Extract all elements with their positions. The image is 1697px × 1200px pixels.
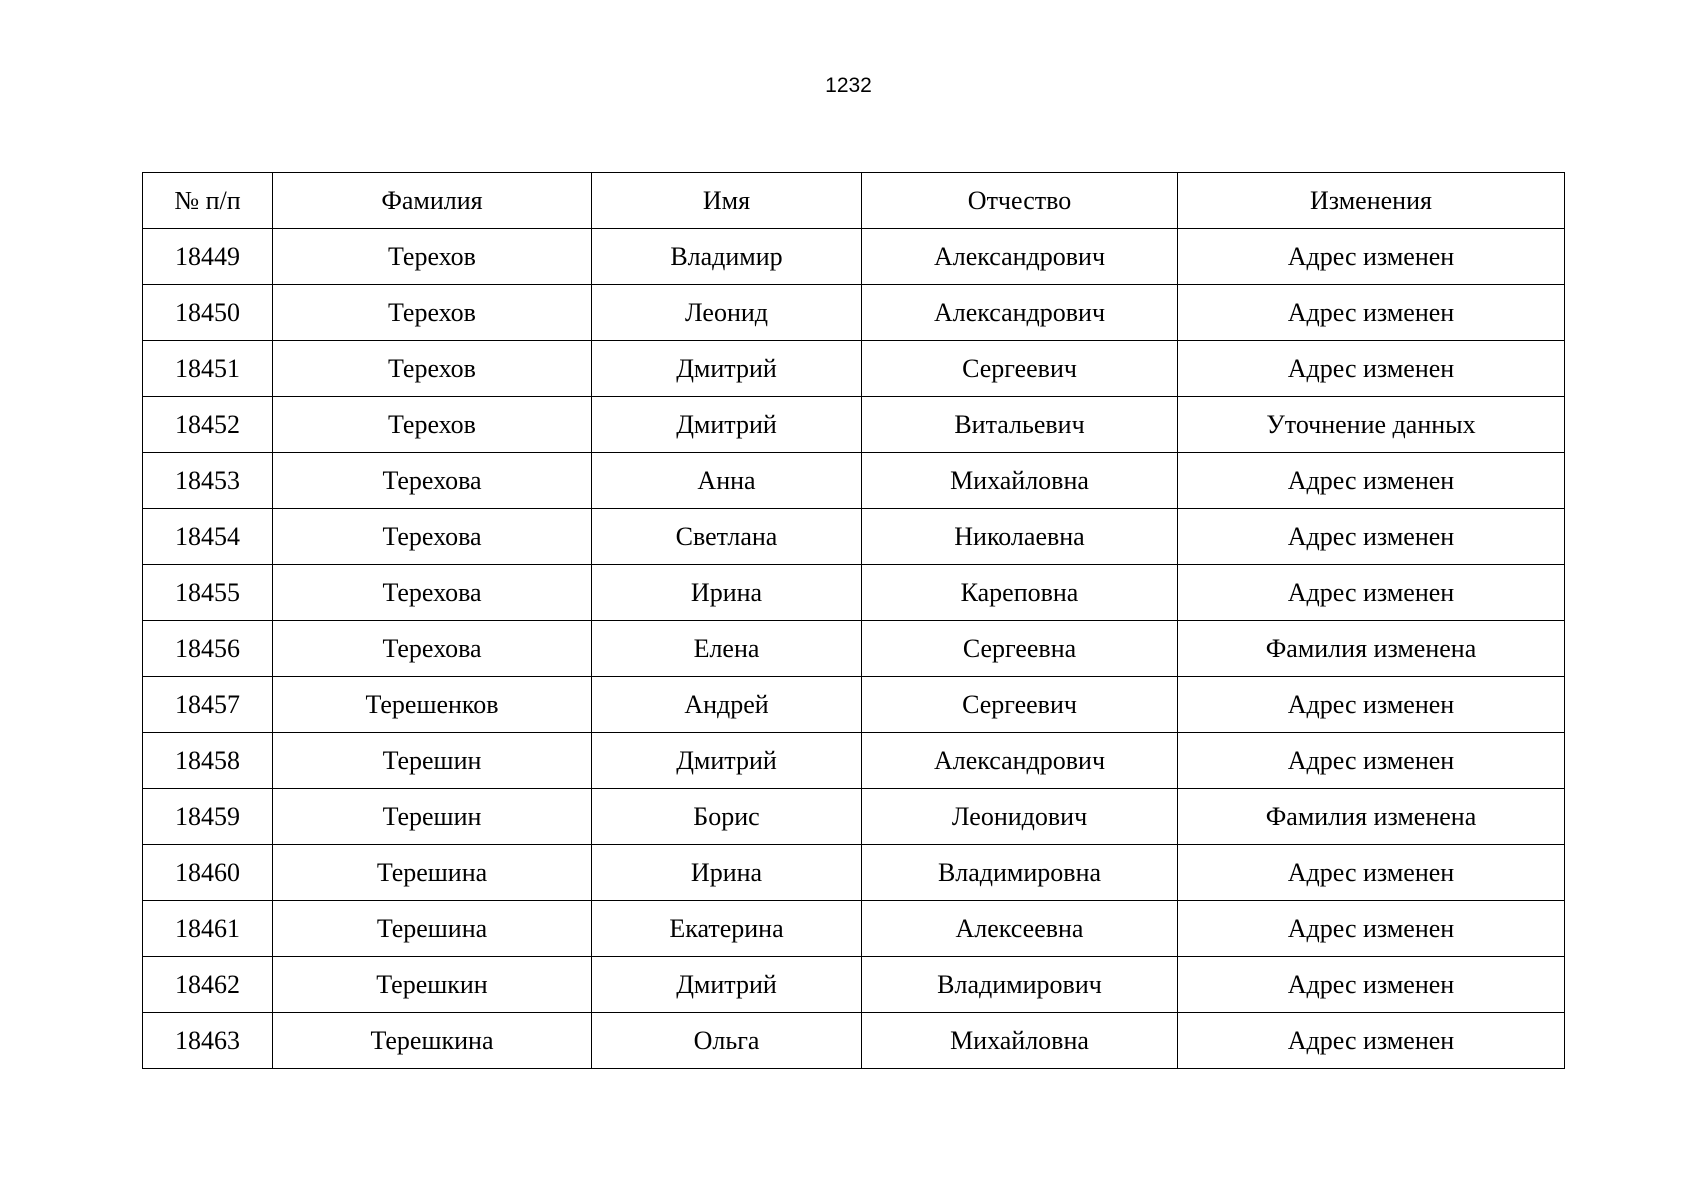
cell-changes: Адрес изменен — [1178, 229, 1565, 285]
cell-surname: Терешина — [273, 901, 592, 957]
table-header-row — [143, 173, 1565, 229]
cell-first-name: Светлана — [592, 509, 862, 565]
cell-number: 18459 — [143, 789, 273, 845]
cell-changes: Фамилия изменена — [1178, 789, 1565, 845]
cell-patronymic: Кареповна — [862, 565, 1178, 621]
cell-patronymic: Михайловна — [862, 1013, 1178, 1069]
header-changes: Изменения — [1178, 173, 1565, 229]
cell-first-name: Андрей — [592, 677, 862, 733]
table-row — [143, 845, 1565, 901]
table-row — [143, 341, 1565, 397]
cell-number: 18458 — [143, 733, 273, 789]
cell-changes: Адрес изменен — [1178, 341, 1565, 397]
cell-changes: Адрес изменен — [1178, 1013, 1565, 1069]
header-surname: Фамилия — [273, 173, 592, 229]
cell-patronymic: Витальевич — [862, 397, 1178, 453]
cell-first-name: Екатерина — [592, 901, 862, 957]
table-row — [143, 285, 1565, 341]
cell-changes: Адрес изменен — [1178, 845, 1565, 901]
cell-surname: Терешина — [273, 845, 592, 901]
cell-patronymic: Алексеевна — [862, 901, 1178, 957]
table-row — [143, 229, 1565, 285]
cell-surname: Терешенков — [273, 677, 592, 733]
cell-number: 18453 — [143, 453, 273, 509]
cell-surname: Терехов — [273, 285, 592, 341]
cell-first-name: Дмитрий — [592, 733, 862, 789]
table-row — [143, 677, 1565, 733]
header-number: № п/п — [143, 173, 273, 229]
cell-changes: Адрес изменен — [1178, 565, 1565, 621]
registry-table — [142, 172, 1565, 1069]
table-body — [143, 229, 1565, 1069]
cell-first-name: Ольга — [592, 1013, 862, 1069]
cell-first-name: Ирина — [592, 565, 862, 621]
table-row — [143, 957, 1565, 1013]
cell-surname: Терехова — [273, 565, 592, 621]
cell-number: 18462 — [143, 957, 273, 1013]
cell-patronymic: Владимирович — [862, 957, 1178, 1013]
cell-number: 18461 — [143, 901, 273, 957]
cell-number: 18451 — [143, 341, 273, 397]
cell-first-name: Леонид — [592, 285, 862, 341]
cell-patronymic: Леонидович — [862, 789, 1178, 845]
cell-first-name: Дмитрий — [592, 341, 862, 397]
cell-surname: Терехова — [273, 453, 592, 509]
cell-changes: Адрес изменен — [1178, 957, 1565, 1013]
header-patronymic: Отчество — [862, 173, 1178, 229]
cell-first-name: Ирина — [592, 845, 862, 901]
cell-changes: Адрес изменен — [1178, 453, 1565, 509]
cell-first-name: Дмитрий — [592, 397, 862, 453]
cell-surname: Терешкина — [273, 1013, 592, 1069]
cell-first-name: Елена — [592, 621, 862, 677]
cell-changes: Адрес изменен — [1178, 901, 1565, 957]
cell-changes: Фамилия изменена — [1178, 621, 1565, 677]
cell-surname: Терехов — [273, 397, 592, 453]
cell-patronymic: Сергеевна — [862, 621, 1178, 677]
cell-surname: Терешин — [273, 733, 592, 789]
cell-patronymic: Александрович — [862, 229, 1178, 285]
table-row — [143, 453, 1565, 509]
cell-surname: Терехов — [273, 341, 592, 397]
cell-changes: Адрес изменен — [1178, 285, 1565, 341]
cell-patronymic: Сергеевич — [862, 341, 1178, 397]
cell-number: 18450 — [143, 285, 273, 341]
table-row — [143, 901, 1565, 957]
cell-changes: Адрес изменен — [1178, 509, 1565, 565]
table-row — [143, 397, 1565, 453]
header-first-name: Имя — [592, 173, 862, 229]
table-row — [143, 621, 1565, 677]
cell-surname: Терехов — [273, 229, 592, 285]
table-row — [143, 1013, 1565, 1069]
cell-changes: Адрес изменен — [1178, 733, 1565, 789]
cell-number: 18452 — [143, 397, 273, 453]
cell-patronymic: Николаевна — [862, 509, 1178, 565]
cell-changes: Уточнение данных — [1178, 397, 1565, 453]
cell-number: 18456 — [143, 621, 273, 677]
cell-number: 18449 — [143, 229, 273, 285]
cell-patronymic: Сергеевич — [862, 677, 1178, 733]
cell-number: 18457 — [143, 677, 273, 733]
table-row — [143, 565, 1565, 621]
cell-number: 18460 — [143, 845, 273, 901]
cell-number: 18454 — [143, 509, 273, 565]
cell-surname: Терехова — [273, 621, 592, 677]
cell-patronymic: Владимировна — [862, 845, 1178, 901]
cell-surname: Терешин — [273, 789, 592, 845]
page-number: 1232 — [825, 74, 872, 97]
cell-first-name: Борис — [592, 789, 862, 845]
cell-surname: Терехова — [273, 509, 592, 565]
cell-number: 18463 — [143, 1013, 273, 1069]
cell-changes: Адрес изменен — [1178, 677, 1565, 733]
cell-first-name: Владимир — [592, 229, 862, 285]
cell-number: 18455 — [143, 565, 273, 621]
table-row — [143, 733, 1565, 789]
table-row — [143, 509, 1565, 565]
cell-patronymic: Михайловна — [862, 453, 1178, 509]
table-row — [143, 789, 1565, 845]
cell-first-name: Анна — [592, 453, 862, 509]
cell-patronymic: Александрович — [862, 733, 1178, 789]
cell-first-name: Дмитрий — [592, 957, 862, 1013]
cell-surname: Терешкин — [273, 957, 592, 1013]
cell-patronymic: Александрович — [862, 285, 1178, 341]
